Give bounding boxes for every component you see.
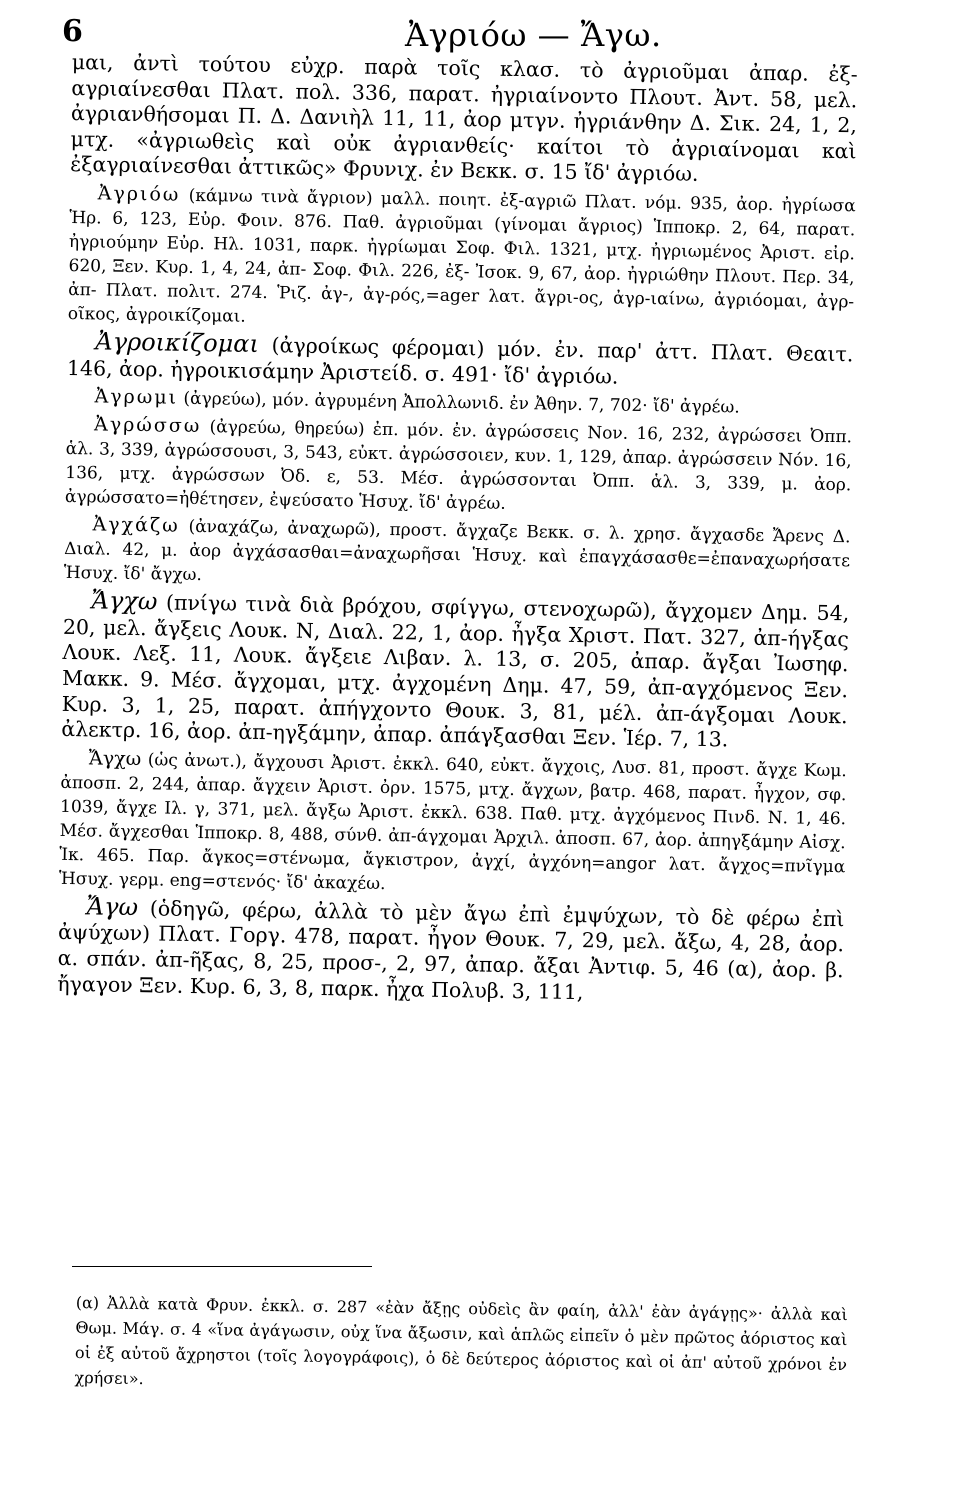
entry-lemma: Ἀγρώσσω — [93, 413, 202, 438]
entry-lemma: Ἄγω — [86, 892, 139, 921]
entry-lemma: Ἀγρωμι — [94, 385, 179, 409]
footnote-text: (α) Ἀλλὰ κατὰ Φρυν. ἐκκλ. σ. 287 «ἐὰν ἄξῃς οὐδεὶς ἂν φαίη, ἀλλ' ἐὰν ἀγάγῃς»· ἀλλὰ καὶ Θωμ. Μάγ. σ. 4 «ἵνα ἀγάγωσιν, οὐχ ἵνα ἄξωσιν, καὶ ἁπλῶς εἰπεῖν ὁ μὲν πρῶτος ἀόριστος καὶ οἱ ἐξ αὐτοῦ ἄχρηστοι (τοῖς λογογράφοις), ὁ δὲ δεύτερος ἀόριστος καὶ οἱ ἀπ' αὐτοῦ χρόνοι ἐν χρήσει». — [74, 1292, 848, 1389]
entry-text: (πνίγω τινὰ διὰ βρόχου, σφίγγω, στενοχωρῶ), ἄγχομεν Δημ. 54, 20, μελ. ἄγξεις Λουκ. Ν, Διαλ. 22, 1, ἀορ. ἦγξα Χριστ. Πατ. 327, ἀπ-ήγξας Λουκ. Λεξ. 11, Λουκ. ἄγξειε Λιβαν. λ. 13, σ. 205, ἀπαρ. ἄγξαι Ἰωσηφ. Μακκ. 9. Μέσ. ἄγχομαι, μτχ. ἀγχομένη Δημ. 47, 59, ἀπ-αγχόμενος Ξεν. Κυρ. 3, 1, 25, παρατ. ἀπήγχοντο Θουκ. 3, 81, μέλ. ἀπ-άγξομαι Λουκ. ἀλεκτρ. 16, ἀορ. ἀπ-ηγξάμην, ἀπαρ. ἀπάγξασθαι Ξεν. Ἱέρ. 7, 13. — [61, 590, 850, 752]
footnote-separator — [72, 1266, 372, 1267]
entry-lemma: Ἄγχω — [91, 586, 158, 616]
page-header — [60, 14, 920, 54]
entry-text: (κάμνω τινὰ ἄγριον) μαλλ. ποιητ. ἐξ-αγριῶ Πλατ. νόμ. 935, ἀορ. ἠγρίωσα Ἡρ. 6, 123, Εὐρ. Φοιν. 876. Παθ. ἀγριοῦμαι (γίνομαι ἄγριος) Ἱπποκρ. 2, 64, παρατ. ἠγριούμην Εὐρ. Ηλ. 1031, παρκ. ἠγρίωμαι Σοφ. Φιλ. 1321, μτχ. ἠγριωμένος Ἀριστ. εἰρ. 620, Ξεν. Κυρ. 1, 4, 24, ἀπ- Σοφ. Φιλ. 226, ἐξ- Ἰσοκ. 9, 67, ἀορ. ἠγριώθην Πλουτ. Περ. 34, ἀπ- Πλατ. πολιτ. 274. Ῥιζ. ἀγ-, ἀγ-ρός,=ager λατ. ἄγρι-ος, ἀγρ-ιαίνω, ἀγριόομαι, ἀγρ-οῖκος, ἀγροικίζομαι. — [67, 185, 856, 327]
entry-text: (ὡς ἀνωτ.), ἄγχουσι Ἀριστ. ἐκκλ. 640, εὐκτ. ἄγχοις, Λυσ. 81, προστ. ἄγχε Κωμ. ἀποσπ. 2, 244, ἀπαρ. ἄγχειν Ἀριστ. ὀρν. 1575, μτχ. ἄγχων, βατρ. 468, παρατ. ἦγχον, σφ. 1039, ἄγχε Ιλ. γ, 371, μελ. ἄγξω Ἀριστ. ἐκκλ. 638. Παθ. μτχ. ἀγχόμενος Πινδ. Ν. 1, 46. Μέσ. ἄγχεσθαι Ἱπποκρ. 8, 488, σύνθ. ἀπ-άγχομαι Ἀρχιλ. ἀποσπ. 67, ἀορ. ἀπηγξάμην Αἰσχ. Ἱκ. 465. Παρ. ἄγκος=στένωμα, ἄγκιστρον, ἀγχί, ἀγχόνη=angor λατ. ἄγχος=πνῖγμα Ἡσυχ. γερμ. eng=στενός· ἴδ' ἀκαχέω. — [58, 749, 847, 894]
entry-text: (ἀγροίκως φέρομαι) μόν. ἐν. παρ' ἀττ. Πλατ. Θεαιτ. 146, ἀορ. ἠγροικισάμην Ἀριστείδ. σ. 491· ἴδ' ἀγριόω. — [66, 333, 854, 389]
dictionary-entry-agrosso — [65, 412, 852, 521]
entry-lemma: Ἀγροικίζομαι — [95, 327, 260, 358]
page-number: 6 — [62, 14, 83, 49]
dictionary-body — [57, 50, 858, 1012]
entry-text: (ἀγρεύω, θηρεύω) ἐπ. μόν. ἐν. ἀγρώσσεις Νον. 16, 232, ἀγρώσσει Ὀππ. ἁλ. 3, 339, ἀγρώσσουσι, 3, 543, εὐκτ. ἀγρώσσοιεν, κυν. 1, 129, ἀπαρ. ἀγρώσσειν Νόν. 16, 136, μτχ. ἀγρώσσων Ὀδ. ε, 53. Μέσ. ἀγρώσσονται Ὀππ. ἁλ. 3, 339, μ. ἀορ. ἀγρώσσατο=ἠθέτησεν, ἐψεύσατο Ἡσυχ. ἴδ' ἀγρέω. — [64, 417, 853, 515]
entry-text: μαι, ἀντὶ τούτου εὐχρ. παρὰ τοῖς κλασ. τὸ ἀγριοῦμαι ἀπαρ. ἐξ-αγριαίνεσθαι Πλατ. πολ. 336, παρατ. ἠγριαίνοντο Πλουτ. Ἀντ. 58, μελ. ἀγριανθήσομαι Π. Δ. Δανιὴλ 11, 11, ἀορ μτγν. ἠγριάνθην Δ. Σικ. 24, 1, 2, μτχ. «ἀγριωθεὶς καὶ οὐκ ἀγριανθείς· καίτοι τὸ ἀγριαίνομαι καὶ ἐξαγριαίνεσθαι ἀττικῶς» Φρυνιχ. ἐν Βεκκ. σ. 15 ἴδ' ἀγριόω. — [70, 50, 858, 187]
dictionary-entry-agroikizomai — [67, 329, 854, 394]
dictionary-entry-agrioo — [68, 181, 856, 338]
dictionary-entry-agcho-2 — [59, 746, 847, 903]
dictionary-entry-ago — [57, 894, 845, 1010]
entry-continuation — [70, 50, 858, 190]
entry-lemma: Ἀγριόω — [97, 182, 181, 206]
dictionary-entry-agchazo — [64, 512, 851, 597]
dictionary-entry-agcho — [61, 588, 849, 755]
entry-text: (ἀναχάζω, ἀναχωρῶ), προστ. ἄγχαζε Βεκκ. σ. λ. χρησ. ἄγχασδε Ἄρενς Δ. Διαλ. 42, μ. ἀορ ἀγχάσασθαι=ἀναχωρῆσαι Ἡσυχ. καὶ ἐπαγχάσασθε=ἐπαναχωρήσατε Ἡσυχ. ἴδ' ἄγχω. — [63, 517, 851, 586]
entry-lemma: Ἀγχάζω — [92, 513, 180, 537]
footnote — [74, 1290, 847, 1402]
entry-text: (ὁδηγῶ, φέρω, ἀλλὰ τὸ μὲν ἄγω ἐπὶ ἐμψύχων, τὸ δὲ φέρω ἐπὶ ἀψύχων) Πλατ. Γοργ. 478, παρατ. ἦγον Θουκ. 7, 29, μελ. ἄξω, 4, 28, ἀορ. α. σπάν. ἀπ-ῆξας, 8, 25, προσ-, 2, 97, ἀπαρ. ἄξαι Ἀντιφ. 5, 46 (α), ἀορ. β. ἤγαγον Ξεν. Κυρ. 6, 3, 8, παρκ. ἦχα Πολυβ. 3, 111, — [57, 896, 845, 1004]
running-head: Ἀγριόω — Ἄγω. — [405, 16, 662, 54]
entry-lemma: Ἄγχω — [88, 747, 142, 770]
entry-text: (ἀγρεύω), μόν. ἀγρυμένη Ἀπολλωνιδ. ἐν Ἀθην. 7, 702· ἴδ' ἀγρέω. — [183, 388, 740, 418]
